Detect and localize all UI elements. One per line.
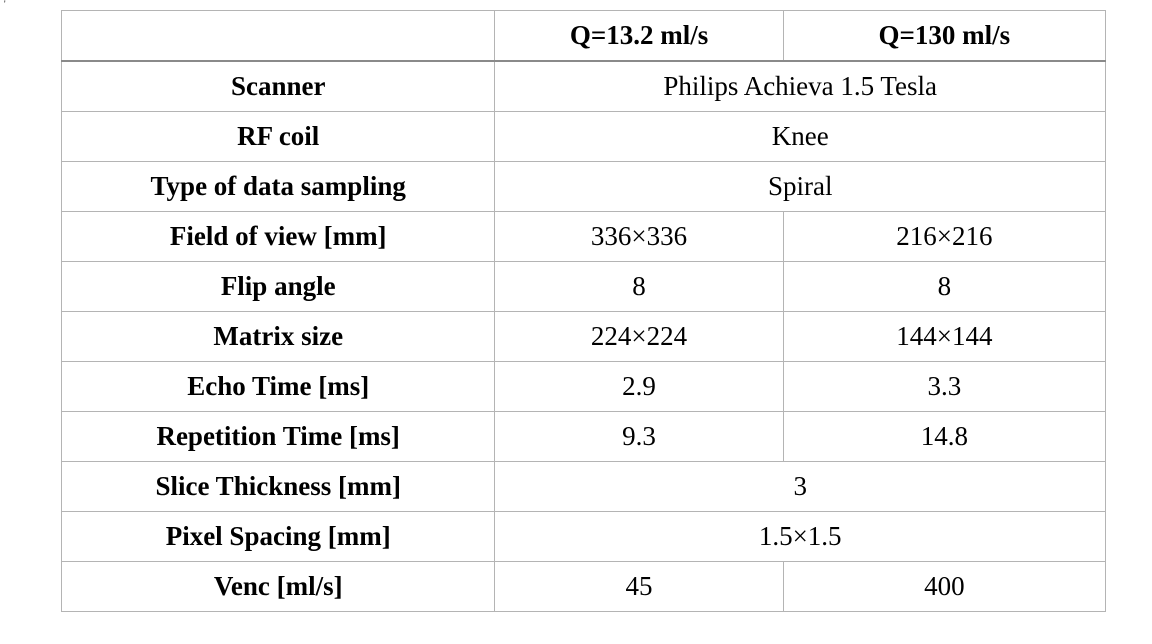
row-value-flip-angle-b: 8 xyxy=(783,262,1105,312)
row-label-field-of-view: Field of view [mm] xyxy=(62,212,495,262)
row-value-venc-a: 45 xyxy=(495,562,783,612)
row-label-echo-time: Echo Time [ms] xyxy=(62,362,495,412)
row-value-matrix-size-b: 144×144 xyxy=(783,312,1105,362)
row-value-repetition-time-a: 9.3 xyxy=(495,412,783,462)
row-value-echo-time-a: 2.9 xyxy=(495,362,783,412)
row-value-scanner: Philips Achieva 1.5 Tesla xyxy=(495,61,1106,112)
table-row xyxy=(62,462,1106,512)
corner-mark: ' xyxy=(4,0,6,9)
header-empty-cell xyxy=(62,11,495,62)
row-label-slice-thickness: Slice Thickness [mm] xyxy=(62,462,495,512)
row-label-pixel-spacing: Pixel Spacing [mm] xyxy=(62,512,495,562)
table-row xyxy=(62,412,1106,462)
table-row xyxy=(62,362,1106,412)
row-label-repetition-time: Repetition Time [ms] xyxy=(62,412,495,462)
row-value-venc-b: 400 xyxy=(783,562,1105,612)
table-row xyxy=(62,562,1106,612)
row-label-matrix-size: Matrix size xyxy=(62,312,495,362)
table-row xyxy=(62,112,1106,162)
row-value-rf-coil: Knee xyxy=(495,112,1106,162)
row-label-rf-coil: RF coil xyxy=(62,112,495,162)
row-value-repetition-time-b: 14.8 xyxy=(783,412,1105,462)
table-row xyxy=(62,312,1106,362)
row-value-field-of-view-a: 336×336 xyxy=(495,212,783,262)
table-header-row xyxy=(62,11,1106,62)
table-row xyxy=(62,162,1106,212)
table-row xyxy=(62,512,1106,562)
header-col-q-13-2: Q=13.2 ml/s xyxy=(495,11,783,62)
row-value-field-of-view-b: 216×216 xyxy=(783,212,1105,262)
row-value-slice-thickness: 3 xyxy=(495,462,1106,512)
row-value-data-sampling: Spiral xyxy=(495,162,1106,212)
row-label-scanner: Scanner xyxy=(62,61,495,112)
row-value-flip-angle-a: 8 xyxy=(495,262,783,312)
table-row xyxy=(62,212,1106,262)
parameters-table xyxy=(61,10,1106,612)
row-value-echo-time-b: 3.3 xyxy=(783,362,1105,412)
table-row xyxy=(62,262,1106,312)
row-value-matrix-size-a: 224×224 xyxy=(495,312,783,362)
row-value-pixel-spacing: 1.5×1.5 xyxy=(495,512,1106,562)
header-col-q-130: Q=130 ml/s xyxy=(783,11,1105,62)
row-label-venc: Venc [ml/s] xyxy=(62,562,495,612)
row-label-flip-angle: Flip angle xyxy=(62,262,495,312)
row-label-data-sampling: Type of data sampling xyxy=(62,162,495,212)
table-row xyxy=(62,61,1106,112)
